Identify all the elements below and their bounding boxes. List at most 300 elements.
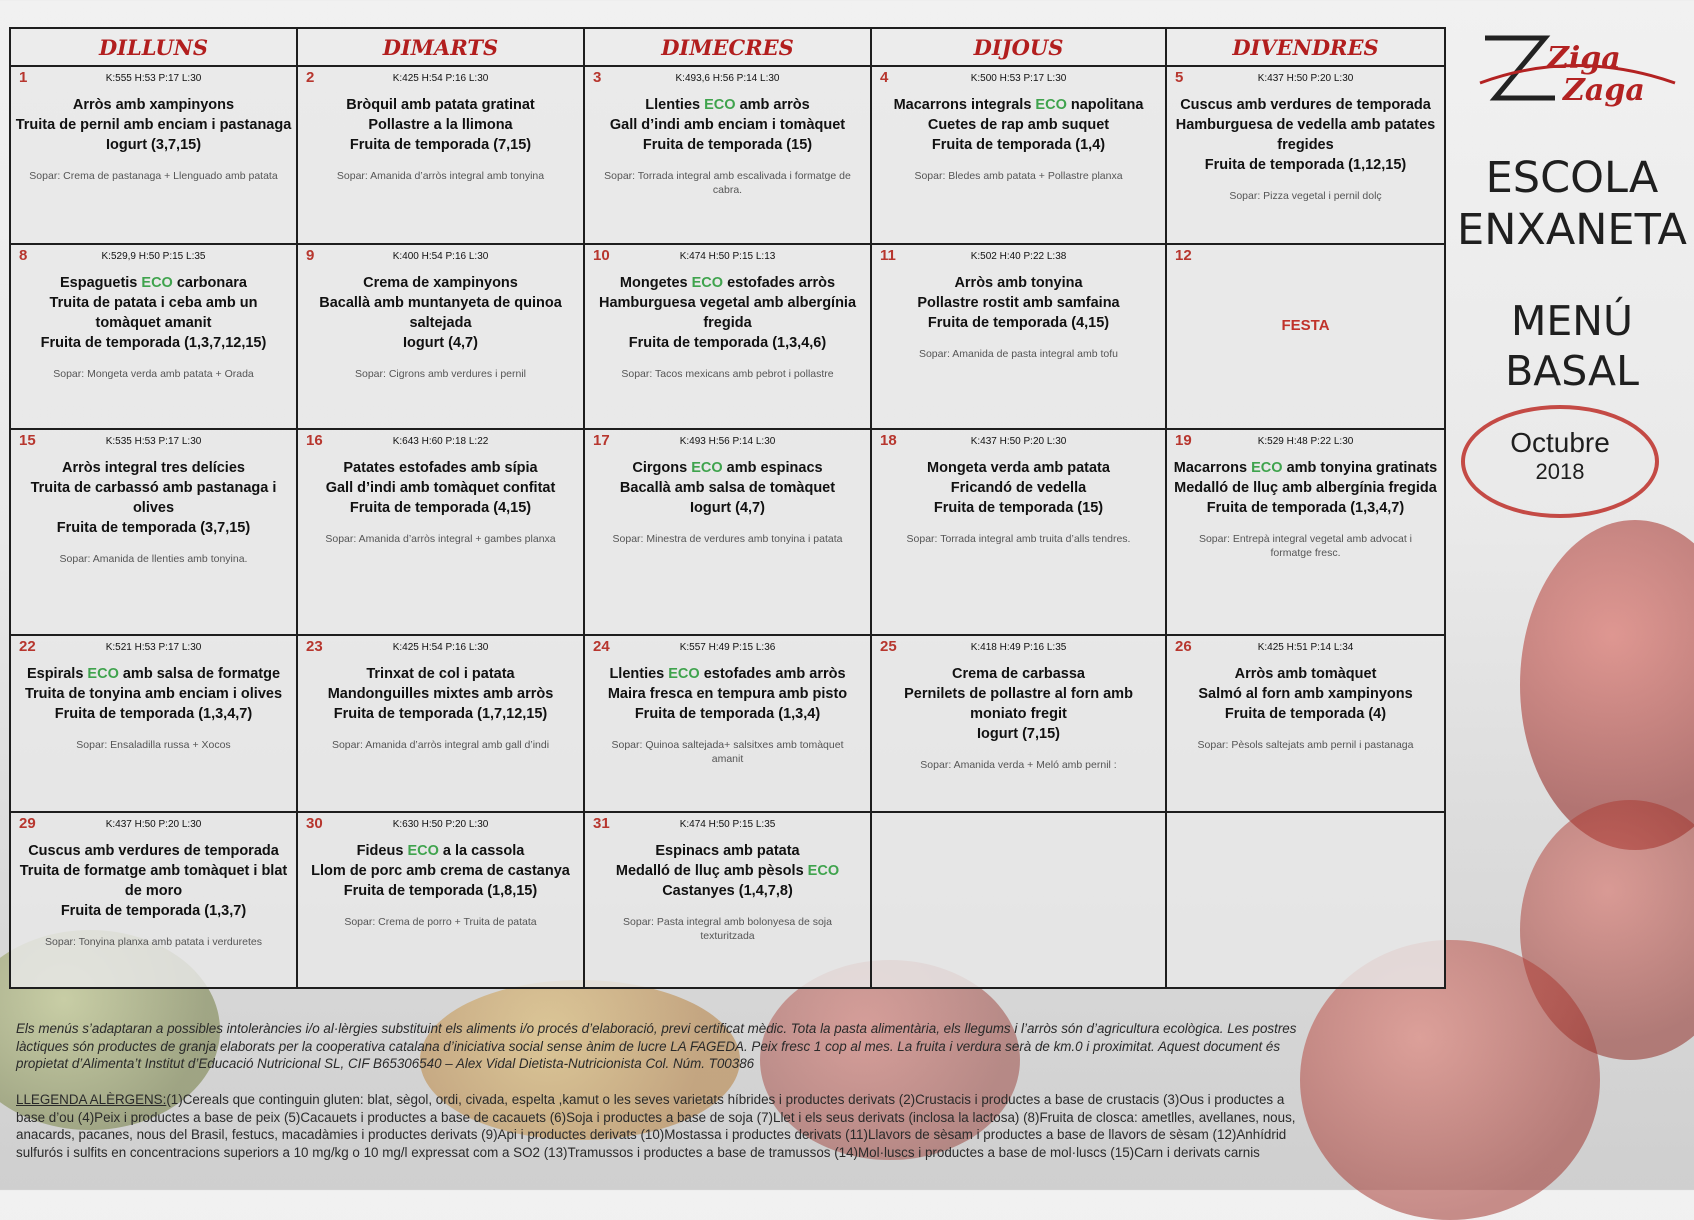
dish-list [15,95,292,155]
dish-item [302,498,579,518]
dish-text: Fruita de temporada (1,3,4) [634,706,821,723]
dish-item [1171,95,1440,115]
dish-item [302,664,579,684]
dish-list [876,458,1161,518]
dish-item [15,684,292,704]
day-cell [1166,812,1445,988]
nutrition-info: K:529 H:48 P:22 L:30 [1257,435,1354,447]
day-cell [297,812,584,988]
day-cell-content [11,430,296,634]
dish-text: Fruita de temporada (1,3,4,7) [54,706,253,723]
nutrition-info: K:425 H:51 P:14 L:34 [1257,642,1354,654]
dinner-suggestion: Sopar: Torrada integral amb escalivada i formatge de cabra. [604,170,851,196]
dish-item [302,115,579,135]
dish-text: Cuscus amb verdures de temporada [1180,97,1431,113]
nutrition-info: K:425 H:54 P:16 L:30 [392,73,489,84]
day-cell-content [1167,67,1444,243]
day-cell [1166,244,1445,428]
dish-list [302,664,579,724]
dish-text: Cuetes de rap amb suquet [927,117,1110,133]
day-cell-content [11,636,296,810]
dish-list [1171,458,1440,518]
day-cell [584,244,871,428]
dish-list [15,841,292,921]
dish-list [589,458,866,518]
dish-item [15,95,292,115]
dish-item [589,333,866,353]
day-cell-content [298,430,583,634]
dish-item [1171,664,1440,684]
dish-list [589,273,866,353]
day-cell-content [298,67,583,243]
dish-item [876,724,1161,744]
dish-item [876,313,1161,333]
dish-text: Fruita de temporada (4) [1224,706,1387,723]
dish-item [1171,115,1440,155]
dish-list [15,273,292,353]
nutrition-info: K:418 H:49 P:16 L:35 [970,642,1067,654]
dish-text: amb salsa de formatge [118,666,281,683]
dinner-suggestion: Sopar: Pasta integral amb bolonyesa de soja texturitzada [623,915,832,942]
day-cell [871,244,1166,428]
dish-text: a la cassola [438,842,525,859]
nutrition-info: K:502 H:40 P:22 L:38 [970,251,1067,263]
day-cell-content [298,636,583,810]
dish-text: Truita de formatge amb tomàquet i blat de moro [19,862,288,899]
day-cell [10,429,297,635]
dish-item [15,841,292,861]
dish-item [876,293,1161,313]
day-number: 17 [593,431,610,449]
day-cell [1166,66,1445,244]
dish-item [302,861,579,881]
day-number: 1 [19,69,28,86]
dinner-suggestion: Sopar: Pizza vegetal i pernil dolç [1229,190,1382,202]
dish-text: Medalló de lluç amb pèsols [615,862,808,879]
nutrition-info: K:474 H:50 P:15 L:35 [679,818,776,830]
dish-item [15,704,292,724]
dish-text: Espirals [26,666,88,683]
dish-text: Llom de porc amb crema de castanya [311,862,570,879]
dish-text: Fruita de temporada (1,12,15) [1204,157,1407,173]
weekday-header: DIMARTS [297,28,584,66]
day-cell-content [872,430,1165,634]
day-number: 26 [1175,638,1192,656]
footer-note: Els menús s’adaptaran a possibles intoleràncies i/o al·lèrgies substituint els aliments i/o procés d’elaboració, previ certificat mèdic. Tota la pasta alimentària, els llegums i l’arròs són d’agricultura ecològica. Les postres làctiques són productes de granja elaborats per la cooperativa catalana d’iniciativa social sense ànim de lucre LA FAGEDA. Peix fresc 1 cop al mes. La fruita i verdura serà de km.0 i proximitat. Aquest document és propietat d’Alimenta’t Institut d’Educació Nutricional SL, CIF B65306540 – Alex Vidal Dietista-Nutricionista Col. Núm. T00386 [16,1021,1297,1071]
dish-text: Fruita de temporada (1,3,7) [60,902,247,919]
dish-text: Espaguetis [60,275,142,292]
nutrition-info: K:425 H:54 P:16 L:30 [392,642,489,654]
nutrition-info: K:535 H:53 P:17 L:30 [105,435,202,447]
dish-item [302,704,579,724]
dish-item [15,861,292,901]
tomato-decoration [1520,800,1694,1060]
dinner-suggestion: Sopar: Mongeta verda amb patata + Orada [53,368,254,381]
holiday-label: FESTA [1281,317,1330,335]
dish-item [15,664,292,684]
dish-item [302,684,579,704]
dish-text: napolitana [1066,97,1144,113]
day-number: 5 [1175,69,1184,86]
dish-list [876,273,1161,333]
dish-item [302,841,579,861]
week-row [10,429,1445,635]
dish-text: Truita de tonyina amb enciam i olives [24,686,283,703]
dish-item [302,95,579,115]
dish-item [876,458,1161,478]
day-number: 29 [19,814,36,832]
dish-text: Espinacs amb patata [655,842,800,859]
eco-label: ECO [807,862,840,879]
day-number: 11 [880,247,896,265]
dish-list [589,664,866,724]
day-number: 23 [306,638,323,656]
weekly-menu-table [9,27,1446,989]
day-number: 30 [306,814,323,832]
week-row [10,244,1445,428]
day-cell [297,244,584,428]
day-cell [871,429,1166,635]
dinner-suggestion: Sopar: Minestra de verdures amb tonyina i patata [612,532,843,545]
dish-text: Fruita de temporada (4,15) [927,315,1110,332]
dish-text: Maira fresca en tempura amb pisto [607,686,848,703]
dish-text: estofades arròs [723,275,836,292]
dish-text: Crema de carbassa [952,666,1085,683]
dish-item [589,664,866,684]
nutrition-info: K:493 H:56 P:14 L:30 [679,435,776,447]
dish-list [876,664,1161,744]
dish-text: carbonara [172,275,247,292]
dish-item [302,478,579,498]
day-number: 16 [306,431,323,449]
year-label: 2018 [1535,459,1585,484]
nutrition-info: K:400 H:54 P:16 L:30 [392,251,489,263]
nutrition-info: K:437 H:50 P:20 L:30 [970,435,1067,447]
week-row [10,635,1445,811]
nutrition-info: K:437 H:50 P:20 L:30 [1257,73,1354,84]
dish-text: Castanyes (1,4,7,8) [662,882,793,899]
day-number: 10 [593,247,610,265]
dish-text: Medalló de lluç amb albergínia fregida [1174,479,1437,496]
dish-item [876,273,1161,293]
dinner-suggestion: Sopar: Ensaladilla russa + Xocos [76,739,231,752]
dish-item [15,518,292,538]
weekday-header-row [10,28,1445,66]
dinner-suggestion: Sopar: Cigrons amb verdures i pernil [355,368,526,381]
dish-item [302,135,579,155]
dish-list [302,95,579,155]
logo-text: Ziga [1547,41,1621,76]
dish-text: Arròs amb tomàquet [1234,666,1377,683]
tomato-decoration [1520,520,1694,850]
dinner-suggestion: Sopar: Quinoa saltejada+ salsitxes amb tomàquet amanit [611,739,844,766]
dish-item [15,333,292,353]
day-cell [584,429,871,635]
dish-text: Cirgons [632,459,692,476]
dish-text: Fruita de temporada (1,4) [931,137,1106,153]
dish-item [876,95,1161,115]
dish-text: Arròs integral tres delícies [62,459,245,476]
dish-text: Iogurt (4,7) [403,335,478,352]
allergen-legend [16,1091,1301,1161]
day-cell-content [872,67,1165,243]
nutrition-info: K:555 H:53 P:17 L:30 [105,73,202,84]
dish-text: Trinxat de col i patata [366,666,515,683]
dish-text: Fruita de temporada (3,7,15) [56,519,251,536]
dish-text: Cuscus amb verdures de temporada [28,842,279,859]
day-number: 25 [880,638,897,656]
nutrition-info: K:630 H:50 P:20 L:30 [392,818,489,830]
dish-list [15,458,292,538]
dish-item [589,135,866,155]
day-cell [871,66,1166,244]
eco-label: ECO [87,666,119,683]
dish-item [15,273,292,293]
nutrition-info: K:529,9 H:50 P:15 L:35 [101,251,206,263]
dish-list [589,841,866,901]
dish-text: Iogurt (3,7,15) [105,137,202,153]
logo-text: Zaga [1563,73,1645,108]
school-name: ESCOLA ENXANETA [1457,153,1687,255]
dish-text: Macarrons [1173,459,1252,476]
dish-text: Pollastre a la llimona [368,117,513,133]
day-cell-content [11,67,296,243]
menu-type: MENÚ BASAL [1505,297,1639,395]
dish-item [15,901,292,921]
day-cell [1166,429,1445,635]
dish-text: Fruita de temporada (1,3,4,6) [628,335,827,352]
dish-item [589,115,866,135]
day-cell [297,635,584,811]
day-cell-content [585,636,870,810]
day-cell-content [872,245,1165,427]
day-cell [1166,635,1445,811]
day-cell-content [1167,245,1444,427]
dish-item [876,115,1161,135]
dish-list [302,273,579,353]
day-cell [10,244,297,428]
dish-item [589,458,866,478]
day-cell [584,635,871,811]
dish-item [15,458,292,478]
day-cell [10,812,297,988]
dish-item [876,135,1161,155]
dish-text: Gall d’indi amb tomàquet confitat [325,479,556,496]
dish-item [876,478,1161,498]
eco-label: ECO [691,275,724,292]
dish-text: Iogurt (4,7) [690,499,765,516]
day-cell-content [1167,430,1444,634]
day-cell-content [298,245,583,427]
day-cell-content [585,67,870,243]
eco-label: ECO [704,97,736,113]
legend-label: LLEGENDA ALÈRGENS: [16,1092,167,1107]
dish-text: Pernilets de pollastre al forn amb moniato fregit [904,686,1133,723]
day-number: 4 [880,69,889,86]
dish-text: estofades amb arròs [699,666,846,683]
dish-text: Llenties [609,666,669,683]
dish-item [589,498,866,518]
day-number: 2 [306,69,315,86]
day-cell [297,66,584,244]
month-label: Octubre [1510,427,1610,458]
weekday-header: DIMECRES [584,28,871,66]
day-number: 22 [19,638,36,656]
dinner-suggestion: Sopar: Crema de porro + Truita de patata [344,915,537,928]
dish-text: Gall d’indi amb enciam i tomàquet [609,117,846,133]
day-cell-content [585,813,870,987]
dinner-suggestion: Sopar: Tacos mexicans amb pebrot i pollastre [621,368,834,381]
dish-text: Bacallà amb salsa de tomàquet [619,479,836,496]
dish-text: Arròs amb xampinyons [72,97,235,113]
nutrition-info: K:437 H:50 P:20 L:30 [105,818,202,830]
dish-text: Salmó al forn amb xampinyons [1198,686,1413,703]
eco-label: ECO [668,666,700,683]
day-number: 19 [1175,431,1192,449]
dish-item [302,458,579,478]
dish-item [1171,478,1440,498]
dish-text: Arròs amb tonyina [954,275,1083,292]
dish-text: Truita de patata i ceba amb un tomàquet amanit [49,295,258,332]
dish-text: Bacallà amb muntanyeta de quinoa saltejada [319,295,562,332]
day-number: 18 [880,431,897,449]
dish-text: Hamburguesa de vedella amb patates fregides [1175,117,1436,153]
nutrition-info: K:500 H:53 P:17 L:30 [970,73,1067,84]
dish-text: Mongeta verda amb patata [927,459,1110,476]
dish-text: Fruita de temporada (15) [642,137,813,153]
dinner-suggestion: Sopar: Bledes amb patata + Pollastre planxa [914,170,1123,182]
dish-item [1171,498,1440,518]
day-cell-content [872,636,1165,810]
dish-text: Patates estofades amb sípia [343,459,538,476]
dish-text: Mongetes [619,275,692,292]
dish-list [302,458,579,518]
dish-text: Bròquil amb patata gratinat [346,97,535,113]
dinner-suggestion: Sopar: Tonyina planxa amb patata i verduretes [45,935,262,948]
dish-item [876,664,1161,684]
dish-text: Pollastre rostit amb samfaina [917,295,1120,312]
dish-item [589,293,866,333]
day-cell [10,66,297,244]
day-cell [584,812,871,988]
day-cell-content [1167,813,1444,987]
dish-list [1171,95,1440,175]
dish-text: Iogurt (7,15) [977,726,1060,743]
dish-text: Fruita de temporada (1,3,7,12,15) [40,335,267,352]
day-cell-content [872,813,1165,987]
ziga-zaga-logo [1475,28,1680,110]
dish-item [1171,458,1440,478]
dish-item [1171,704,1440,724]
day-number: 15 [19,431,36,449]
dinner-suggestion: Sopar: Pèsols saltejats amb pernil i pastanaga [1197,739,1414,752]
dish-item [876,684,1161,724]
day-cell [871,635,1166,811]
dish-item [15,478,292,518]
dinner-suggestion: Sopar: Amanida de llenties amb tonyina. [59,552,248,565]
dish-text: Hamburguesa vegetal amb albergínia fregida [598,295,857,332]
dish-list [15,664,292,724]
dish-item [589,478,866,498]
dish-item [15,293,292,333]
eco-label: ECO [1035,97,1067,113]
dish-text: Fruita de temporada (4,15) [349,499,532,516]
weekday-header: DIJOUS [871,28,1166,66]
day-number: 9 [306,247,315,265]
dish-text: Macarrons integrals [893,97,1036,113]
day-cell-content [298,813,583,987]
nutrition-info: K:643 H:60 P:18 L:22 [392,435,489,447]
dish-text: Mandonguilles mixtes amb arròs [327,686,554,703]
week-row [10,66,1445,244]
day-number: 31 [593,814,610,832]
week-row [10,812,1445,988]
weekday-header: DIVENDRES [1166,28,1445,66]
day-number: 24 [593,638,610,656]
day-cell [297,429,584,635]
nutrition-info: K:493,6 H:56 P:14 L:30 [675,73,780,84]
dinner-suggestion: Sopar: Amanida verda + Meló amb pernil : [920,759,1117,772]
dish-text: amb arròs [735,97,810,113]
dish-item [302,293,579,333]
dish-list [1171,664,1440,724]
legend-text: (1)Cereals que continguin gluten: blat, sègol, ordi, civada, espelta ,kamut o les seves varietats híbrides i productes derivats (2)Crustacis i productes a base de crustacis (3)Ous i productes a base d’ou (4)Peix i productes a base de peix (5)Cacauets i productes a base de cacauets (6)Soja i productes a base de soja (7)Llet i els seus derivats (inclosa la lactosa) (8)Fruita de closca: ametlles, avellanes, nous, anacards, pacanes, nous del Brasil, festucs, macadàmies i productes derivats (9)Api i productes derivats (10)Mostassa i productes derivats (11)Llavors de sèsam i productes a base de llavors de sèsam (12)Anhídrid sulfurós i sulfits en concentracions superiors a 10 mg/kg o 10 mg/l expressat com a SO2 (13)Tramussos i productes a base de tramussos (14)Mol·luscs i productes a base de mol·luscs (15)Carn i derivats carnis [16,1092,1296,1160]
month-badge [1461,405,1659,518]
dish-text: Fruita de temporada (1,7,12,15) [333,706,548,723]
day-cell-content [11,813,296,987]
dish-item [1171,155,1440,175]
dish-item [302,333,579,353]
dinner-suggestion: Sopar: Amanida de pasta integral amb tofu [918,348,1119,361]
dish-text: Truita de pernil amb enciam i pastanaga [15,117,292,133]
dish-text: Crema de xampinyons [363,275,518,292]
dish-text: Fruita de temporada (15) [933,499,1104,516]
day-number: 12 [1175,247,1192,265]
dinner-suggestion: Sopar: Amanida d’arròs integral amb gall d’indi [331,739,550,752]
dish-text: Llenties [645,97,705,113]
day-cell-content [585,430,870,634]
day-cell-content [1167,636,1444,810]
dinner-suggestion: Sopar: Torrada integral amb truita d’alls tendres. [906,532,1131,545]
eco-label: ECO [1251,459,1283,476]
nutrition-info: K:474 H:50 P:15 L:13 [679,251,776,263]
dinner-suggestion: Sopar: Entrepà integral vegetal amb advocat i formatge fresc. [1198,532,1413,559]
dish-item [15,115,292,135]
day-cell-content [585,245,870,427]
nutrition-info: K:521 H:53 P:17 L:30 [105,642,202,654]
dish-item [589,684,866,704]
eco-label: ECO [141,275,173,292]
weekday-header: DILLUNS [10,28,297,66]
day-number: 8 [19,247,28,265]
nutrition-info: K:557 H:49 P:15 L:36 [679,642,776,654]
dish-list [589,95,866,155]
dish-text: Fruita de temporada (1,3,4,7) [1206,499,1405,516]
day-cell [10,635,297,811]
dish-item [876,498,1161,518]
dish-list [302,841,579,901]
dish-text: Fruita de temporada (7,15) [349,137,532,153]
dish-item [589,95,866,115]
dish-text: Fricandó de vedella [950,479,1087,496]
dish-item [589,861,866,881]
dish-item [15,135,292,155]
day-cell [584,66,871,244]
day-cell-content [11,245,296,427]
dinner-suggestion: Sopar: Crema de pastanaga + Llenguado amb patata [29,170,278,182]
dish-item [302,273,579,293]
dish-text: amb espinacs [722,459,823,476]
